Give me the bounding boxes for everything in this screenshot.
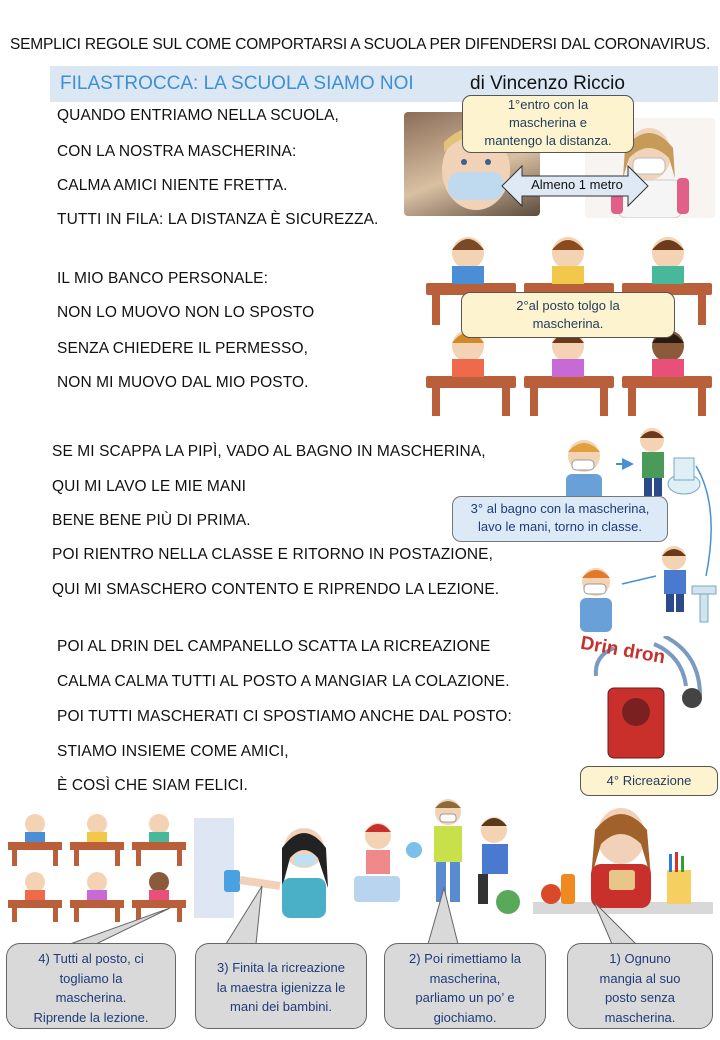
poem-line: CALMA CALMA TUTTI AL POSTO A MANGIAR LA COLAZIONE. — [57, 673, 510, 690]
callout-entrance: 1°entro con la mascherina e mantengo la distanza. — [462, 95, 634, 153]
poem-line: NON MI MUOVO DAL MIO POSTO. — [57, 374, 309, 391]
poem-line: SE MI SCAPPA LA PIPÌ, VADO AL BAGNO IN MASCHERINA, — [52, 443, 486, 460]
poem-line: STIAMO INSIEME COME AMICI, — [57, 743, 289, 760]
callout-step-3: 3) Finita la ricreazione la maestra igienizza le mani dei bambini. — [195, 943, 367, 1029]
page-header: SEMPLICI REGOLE SUL COME COMPORTARSI A SCUOLA PER DIFENDERSI DAL CORONAVIRUS. — [10, 36, 711, 53]
callout-step-2: 2) Poi rimettiamo la mascherina, parliamo un po’ e giochiamo. — [384, 943, 546, 1029]
poem-line: CON LA NOSTRA MASCHERINA: — [57, 143, 297, 160]
poem-line: POI AL DRIN DEL CAMPANELLO SCATTA LA RICREAZIONE — [57, 638, 491, 655]
poem-line: POI TUTTI MASCHERATI CI SPOSTIAMO ANCHE DAL POSTO: — [57, 708, 512, 725]
callout-bathroom: 3° al bagno con la mascherina, lavo le mani, torno in classe. — [452, 496, 668, 542]
callout-seat: 2°al posto tolgo la mascherina. — [461, 292, 675, 338]
poem-line: QUI MI LAVO LE MIE MANI — [52, 478, 247, 495]
poem-title: FILASTROCCA: LA SCUOLA SIAMO NOI — [60, 73, 414, 94]
poem-line: IL MIO BANCO PERSONALE: — [57, 270, 269, 287]
poem-author: di Vincenzo Riccio — [470, 73, 625, 94]
distance-label: Almeno 1 metro — [531, 177, 623, 192]
poem-line: QUI MI SMASCHERO CONTENTO E RIPRENDO LA LEZIONE. — [52, 581, 500, 598]
poem-line: TUTTI IN FILA: LA DISTANZA È SICUREZZA. — [57, 211, 379, 228]
poem-line: QUANDO ENTRIAMO NELLA SCUOLA, — [57, 107, 339, 124]
poem-line: SENZA CHIEDERE IL PERMESSO, — [57, 340, 309, 357]
poem-line: BENE BENE PIÙ DI PRIMA. — [52, 512, 251, 529]
callout-recess: 4° Ricreazione — [580, 766, 718, 796]
poem-line: POI RIENTRO NELLA CLASSE E RITORNO IN POSTAZIONE, — [52, 546, 494, 563]
poem-line: È COSÌ CHE SIAM FELICI. — [57, 777, 248, 794]
poem-line: CALMA AMICI NIENTE FRETTA. — [57, 177, 288, 194]
bell-sound-text: Drin dron — [578, 632, 667, 669]
poem-line: NON LO MUOVO NON LO SPOSTO — [57, 304, 315, 321]
bubble-tails — [0, 880, 720, 950]
callout-step-1: 1) Ognuno mangia al suo posto senza mascherina. — [567, 943, 713, 1029]
callout-step-4: 4) Tutti al posto, ci togliamo la mascherina. Riprende la lezione. — [6, 943, 176, 1029]
